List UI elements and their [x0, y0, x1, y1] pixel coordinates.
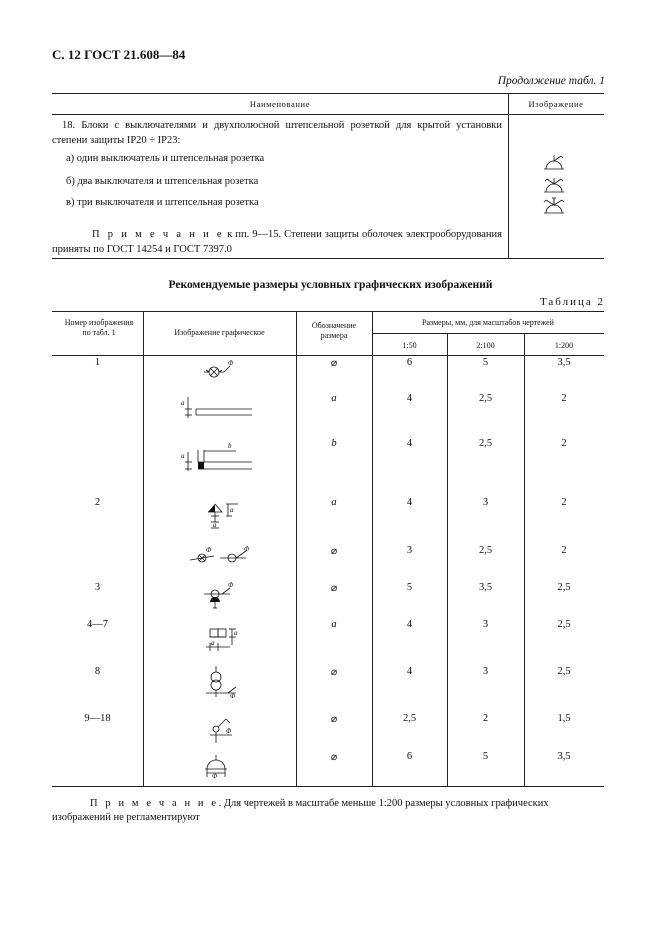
col-designation: Обозначение размера: [311, 321, 357, 340]
col-scale-100: 2:100: [476, 341, 495, 350]
table-cell: 1,5: [557, 713, 571, 724]
table-cell-number: 9—18: [84, 713, 111, 724]
dim-label-a: Φ: [228, 359, 234, 367]
svg-text:a: a: [181, 399, 185, 407]
table2-subheader-border: [372, 333, 604, 334]
svg-text:Φ: Φ: [244, 545, 250, 553]
table-cell-designation: ⌀: [330, 546, 338, 557]
table-cell: 4: [406, 438, 413, 449]
svg-text:b: b: [228, 442, 232, 450]
list-item: б) два выключателя и штепсельная розетка: [66, 176, 259, 187]
socket-one-switch-icon: [543, 153, 565, 173]
table-cell-designation: ⌀: [330, 667, 338, 678]
table-cell: 2,5: [478, 545, 493, 556]
page-header: С. 12 ГОСТ 21.608—84: [52, 47, 186, 62]
table-cell: 2,5: [557, 582, 571, 593]
svg-text:a: a: [213, 521, 217, 529]
small-lamps-drawing: [188, 545, 263, 567]
col-number: Номер изображения по табл. 1: [64, 318, 134, 337]
lamp-diameter-drawing: [200, 359, 250, 381]
footnote-lead: П р и м е ч а н и е: [90, 798, 219, 809]
table1-bottom-border: [52, 258, 604, 259]
table-cell: 4: [406, 393, 413, 404]
table-cell: 3,5: [478, 582, 493, 593]
table-cell-number: 3: [94, 582, 101, 593]
col-scale-50: 1:50: [402, 341, 417, 350]
col-sizes: Размеры, мм, для масштабов чертежей: [422, 318, 554, 327]
table-cell: 3: [482, 619, 489, 630]
table-cell-number: 4—7: [87, 619, 108, 630]
table-cell: 4: [406, 619, 413, 630]
wall-line-drawing: [178, 392, 258, 422]
item-18-text: 18. Блоки с выключателями и двухполюсной штепсельной розеткой для крытой установки степени защиты IP20 ÷ IP23:: [52, 120, 502, 146]
pendant-symbol-drawing: [200, 582, 245, 610]
svg-text:Φ: Φ: [228, 581, 234, 589]
table1-header-border: [52, 114, 604, 115]
table-cell-designation: a: [331, 497, 337, 508]
table-cell: 4: [406, 666, 413, 677]
table1-column-divider: [508, 93, 509, 258]
table-cell-designation: a: [331, 393, 337, 404]
table2-label: Таблица 2: [539, 296, 605, 308]
table-cell-designation: ⌀: [330, 714, 338, 725]
table-cell: 3: [406, 545, 413, 556]
table-cell: 6: [406, 357, 413, 368]
table-cell: 3: [482, 666, 489, 677]
table-cell: 2: [561, 438, 567, 449]
list-item: а) один выключатель и штепсельная розетка: [66, 153, 265, 164]
table2-title: Рекомендуемые размеры условных графических изображений: [168, 279, 493, 291]
svg-text:a: a: [211, 639, 215, 647]
list-item: в) три выключателя и штепсельная розетка: [66, 197, 259, 208]
table-cell: 4: [406, 497, 413, 508]
table2-divider: [143, 311, 144, 786]
table-cell-designation: a: [331, 619, 337, 630]
wall-shaded-drawing: [178, 438, 258, 474]
table2-bottom-border: [52, 786, 604, 787]
table2-top-border: [52, 311, 604, 312]
square-symbol-drawing: [200, 621, 245, 655]
table-cell-number: 1: [94, 357, 101, 368]
table-cell: 3,5: [557, 751, 571, 762]
table-cell-designation: ⌀: [330, 752, 338, 763]
table-cell: 2: [561, 393, 567, 404]
table-cell-designation: ⌀: [330, 583, 338, 594]
table-cell: 3,5: [557, 357, 571, 368]
socket-two-switches-icon: [543, 176, 565, 196]
svg-text:Φ: Φ: [212, 772, 218, 780]
triangle-symbol-drawing: [200, 500, 245, 535]
svg-text:Φ: Φ: [230, 692, 236, 700]
table1-top-border: [52, 93, 604, 94]
svg-text:a: a: [230, 506, 234, 514]
table-cell: 5: [482, 357, 489, 368]
table-cell: 5: [482, 751, 489, 762]
table1-col-name: Наименование: [249, 99, 311, 109]
socket-symbol-drawing: [200, 753, 245, 783]
continuation-label: Продолжение табл. 1: [497, 75, 605, 87]
col-scale-200: 1:200: [554, 341, 574, 350]
socket-three-switches-icon: [541, 197, 567, 217]
table-cell: 2,5: [402, 713, 417, 724]
footnote: [52, 797, 604, 825]
table1-note: [52, 227, 502, 257]
table-cell: 2: [561, 497, 567, 508]
table-cell: 2: [482, 713, 489, 724]
table1-col-image: Изображение: [528, 99, 584, 109]
table2-header-border: [52, 355, 604, 356]
transformer-symbol-drawing: [200, 663, 245, 701]
table-cell: 6: [406, 751, 413, 762]
table-cell: 2,5: [557, 619, 571, 630]
svg-text:Φ: Φ: [206, 546, 212, 554]
svg-text:Φ: Φ: [226, 727, 232, 735]
note-text: к пп. 9—15. Степени защиты оболочек электрооборудования приняты по ГОСТ 14254 и ГОСТ 7397.0: [52, 229, 503, 255]
table-cell: 2,5: [557, 666, 571, 677]
table-cell-designation: b: [331, 438, 337, 449]
note-lead: П р и м е ч а н и е: [92, 229, 225, 240]
table-cell-number: 8: [94, 666, 101, 677]
table-cell-number: 2: [94, 497, 101, 508]
svg-text:a: a: [234, 629, 238, 637]
table-cell-designation: ⌀: [330, 358, 338, 369]
table-cell: 2,5: [478, 438, 493, 449]
col-image: Изображение графическое: [174, 328, 265, 337]
table-cell: 3: [482, 497, 489, 508]
table-cell: 2: [561, 545, 567, 556]
table-cell: 5: [406, 582, 413, 593]
svg-text:a: a: [181, 452, 185, 460]
switch-symbol-drawing: [200, 713, 245, 747]
table-cell: 2,5: [478, 393, 493, 404]
footnote-text: . Для чертежей в масштабе меньше 1:200 размеры условных графических изображений не регламентируют: [52, 798, 549, 823]
